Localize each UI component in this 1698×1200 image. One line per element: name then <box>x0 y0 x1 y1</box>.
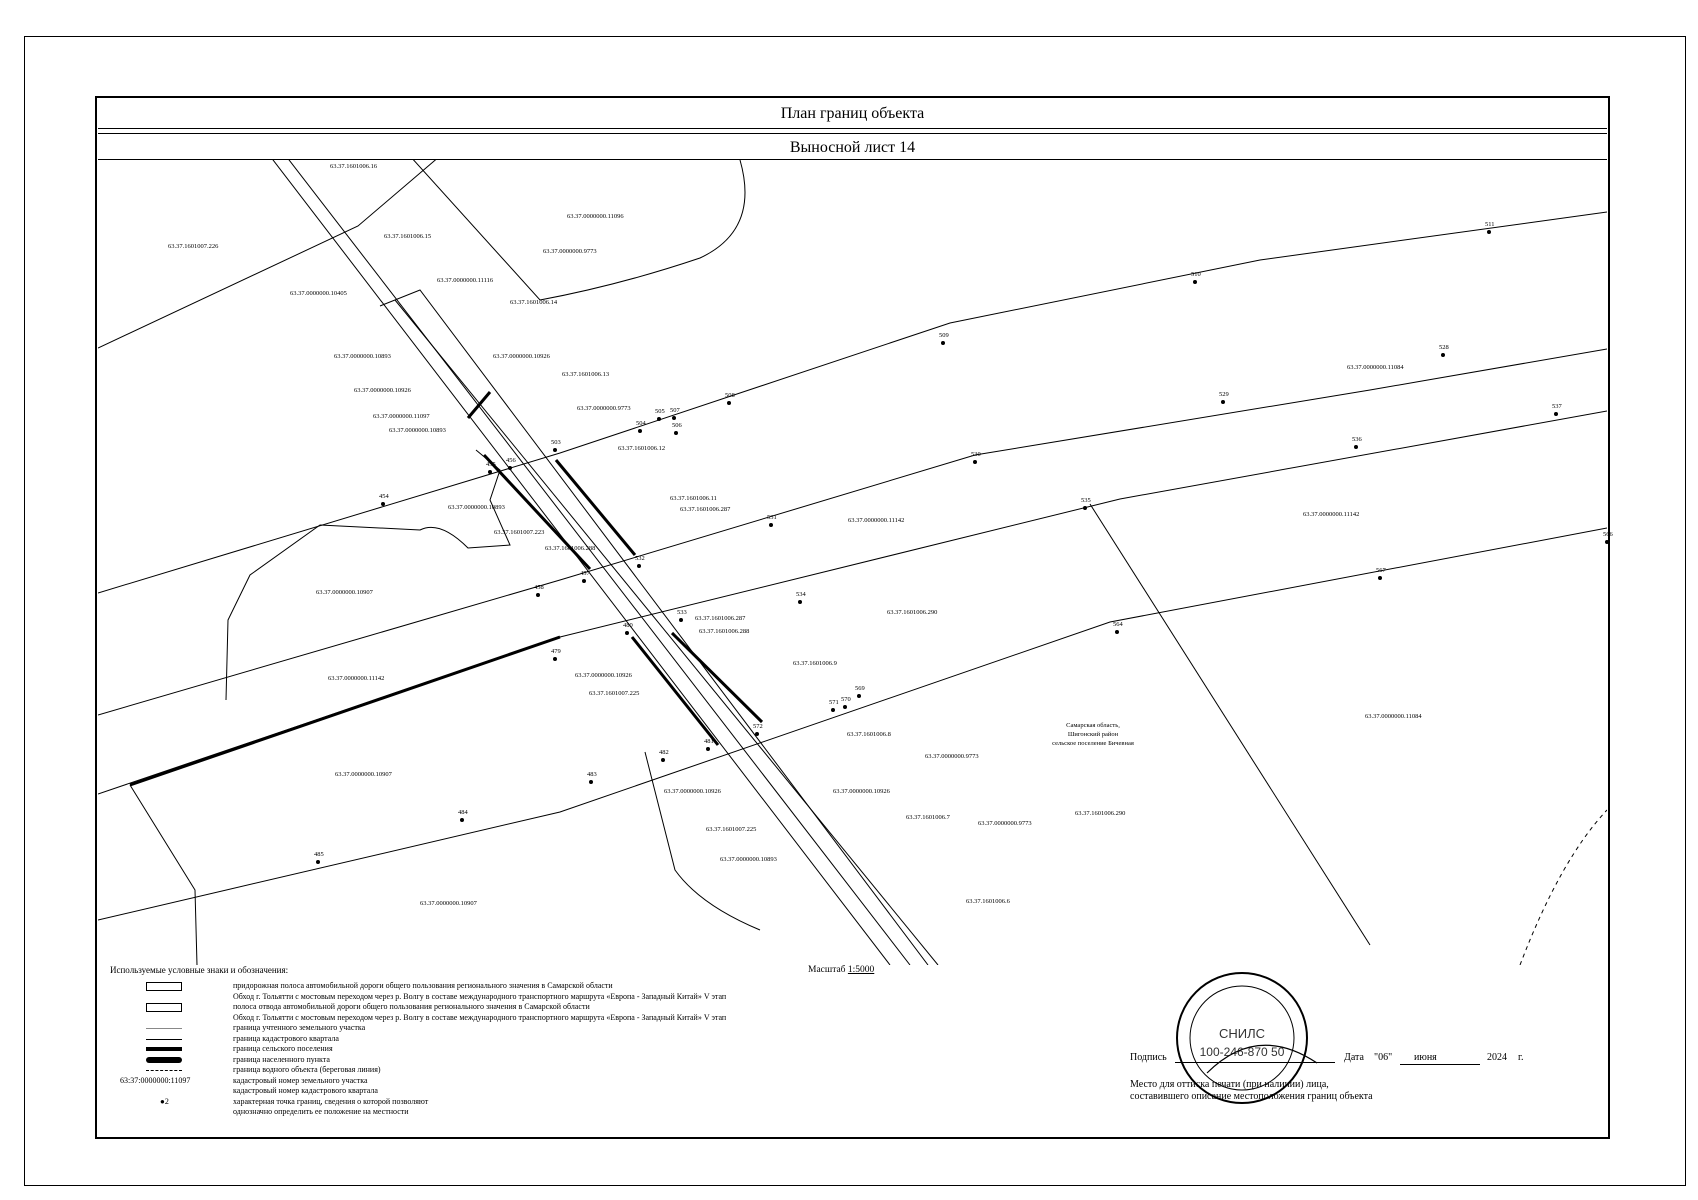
parcel-label: 63.37.1601006.9 <box>793 660 837 667</box>
boundary-point <box>843 705 847 709</box>
boundary-point-label: 484 <box>458 809 468 816</box>
boundary-point-label: 483 <box>587 771 597 778</box>
parcel-label: 63.37.1601006.290 <box>1075 810 1126 817</box>
boundary-point <box>488 470 492 474</box>
legend-text: кадастровый номер земельного участка <box>233 1075 368 1085</box>
region-note-2: Шигонский район <box>1067 731 1119 738</box>
boundary-point-label: 509 <box>939 332 949 339</box>
parcel-label: 63.37.0000000.10907 <box>420 900 477 907</box>
boundary-point-label: 531 <box>767 514 777 521</box>
boundary-point-label: 510 <box>1191 271 1201 278</box>
parcel-label: 63.37.1601006.15 <box>384 233 432 240</box>
boundary-point-label: 534 <box>796 591 806 598</box>
boundary-point <box>589 780 593 784</box>
stamp-text: СНИЛС <box>1218 1026 1266 1041</box>
boundary-point <box>638 429 642 433</box>
road-band-upper <box>98 212 1607 593</box>
boundary-point-label: 564 <box>1113 621 1123 628</box>
parcel-label: 63.37.0000000.9773 <box>543 248 597 255</box>
date-label: Дата <box>1344 1052 1364 1063</box>
parcel-label: 63.37.1601006.12 <box>618 445 666 452</box>
parcel-label: 63.37.1601006.16 <box>330 163 378 170</box>
boundary-point-label: 457 <box>580 570 590 577</box>
boundary-point-label: 456 <box>506 457 516 464</box>
boundary-point <box>508 466 512 470</box>
parcel-label: 63.37.0000000.11084 <box>1365 713 1422 720</box>
boundary-point <box>1083 506 1087 510</box>
parcel-boundary <box>1090 504 1370 945</box>
boundary-point-label: 458 <box>534 584 544 591</box>
date-month: июня <box>1414 1052 1437 1063</box>
parcel-label: 63.37.0000000.11084 <box>1347 364 1404 371</box>
legend-text: граница учтенного земельного участка <box>233 1023 366 1032</box>
scale-value: 1:5000 <box>847 965 875 975</box>
parcel-label: 63.37.0000000.10926 <box>833 788 890 795</box>
parcel-label: 63.37.0000000.10405 <box>290 290 347 297</box>
parcel-label: 63.37.0000000.11097 <box>373 413 430 420</box>
boundary-point <box>755 732 759 736</box>
boundary-point-label: 506 <box>672 422 682 429</box>
boundary-point-label: 535 <box>1081 497 1091 504</box>
legend-text: однозначно определить ее положение на местности <box>233 1107 409 1116</box>
boundary-point <box>661 758 665 762</box>
boundary-point-label: 529 <box>1219 391 1229 398</box>
parcel-label: 63.37.0000000.11142 <box>1303 511 1360 518</box>
legend-symbol: 63:37:0000000:11097 <box>120 1075 191 1085</box>
boundary-point-label: 479 <box>551 648 561 655</box>
boundary-point-label: 505 <box>655 408 665 415</box>
region-note-3: сельское поселение Бичевная <box>1052 740 1134 747</box>
boundary-point-label: 536 <box>1352 436 1362 443</box>
boundary-point-label: 532 <box>635 555 645 562</box>
boundary-point <box>973 460 977 464</box>
boundary-point-label: 537 <box>1552 403 1562 410</box>
parcel-label: 63.37.1601006.290 <box>887 609 938 616</box>
month-line <box>1400 1064 1480 1065</box>
parcel-label: 63.37.1601006.7 <box>906 814 950 821</box>
parcel-boundary <box>645 752 760 930</box>
parcel-label: 63.37.1601007.226 <box>168 243 219 250</box>
region-note-1: Самарская область, <box>1066 722 1120 729</box>
signature-line <box>1175 1062 1335 1063</box>
boundary-point <box>679 618 683 622</box>
boundary-point-label: 569 <box>855 685 865 692</box>
boundary-point <box>1441 353 1445 357</box>
boundary-point <box>674 431 678 435</box>
boundary-point <box>1378 576 1382 580</box>
boundary-point <box>706 747 710 751</box>
parcel-boundary <box>130 785 197 965</box>
parcel-label: 63.37.1601006.6 <box>966 898 1010 905</box>
boundary-point <box>831 708 835 712</box>
boundary-point <box>1354 445 1358 449</box>
legend-text: граница водного объекта (береговая линия) <box>233 1065 381 1074</box>
settlement-border <box>130 637 560 785</box>
parcel-label: 63.37.0000000.11142 <box>848 517 905 524</box>
signature-block <box>1130 1052 1600 1112</box>
signature-note-2: составившего описание местоположения границ объекта <box>1130 1091 1373 1102</box>
boundary-point-label: 571 <box>829 699 839 706</box>
parcel-label: 63.37.1601006.14 <box>510 299 558 306</box>
parcel-label: 63.37.0000000.10926 <box>493 353 550 360</box>
corridor-line <box>270 156 890 965</box>
legend-text: полоса отвода автомобильной дороги общего пользования регионального значения в Самарской области <box>233 1002 590 1011</box>
parcel-boundary <box>226 450 510 700</box>
corridor-band <box>556 460 635 555</box>
boundary-point-label: 533 <box>677 609 687 616</box>
legend-text: характерная точка границ, сведения о которой позволяют <box>233 1096 429 1106</box>
date-year: 2024 <box>1487 1052 1507 1063</box>
scale-caption: Масштаб <box>808 965 846 975</box>
legend-symbol: ●2 <box>160 1096 169 1106</box>
boundary-point <box>941 341 945 345</box>
parcel-label: 63.37.1601006.288 <box>545 545 596 552</box>
legend-symbol <box>146 1039 182 1040</box>
boundary-point <box>553 657 557 661</box>
parcel-label: 63.37.0000000.10907 <box>316 589 373 596</box>
signature-note-1: Место для оттиска печати (при наличии) лица, <box>1130 1079 1329 1090</box>
boundary-point-label: 530 <box>971 451 981 458</box>
boundary-point-label: 567 <box>1376 567 1386 574</box>
legend-text: придорожная полоса автомобильной дороги общего пользования регионального значения в Самарской области <box>233 981 613 990</box>
legend-text: Обход г. Тольятти с мостовым переходом через р. Волгу в составе международного транспортного маршрута «Европа - Западный Китай» V этап <box>233 1012 727 1022</box>
water-boundary <box>1520 810 1607 965</box>
parcel-label: 63.37.0000000.9773 <box>978 820 1032 827</box>
parcel-label: 63.37.0000000.11096 <box>567 213 624 220</box>
boundary-point <box>857 694 861 698</box>
boundary-point <box>582 579 586 583</box>
parcel-label: 63.37.0000000.9773 <box>925 753 979 760</box>
boundary-point-label: 528 <box>1439 344 1449 351</box>
boundary-point <box>460 818 464 822</box>
boundary-point <box>798 600 802 604</box>
corridor-line <box>380 290 928 965</box>
boundary-point-label: 503 <box>551 439 561 446</box>
plan-title: План границ объекта <box>98 99 1607 129</box>
boundary-point <box>625 631 629 635</box>
parcel-label: 63.37.0000000.10893 <box>448 504 505 511</box>
parcel-label: 63.37.1601007.225 <box>706 826 757 833</box>
date-day: "06" <box>1374 1052 1393 1063</box>
legend-text: граница кадастрового квартала <box>233 1033 339 1043</box>
signature-label: Подпись <box>1130 1052 1167 1063</box>
legend-symbol <box>146 1047 182 1051</box>
boundary-point <box>672 416 676 420</box>
scale-label <box>808 965 874 975</box>
parcel-boundary <box>98 156 440 348</box>
boundary-point-label: 482 <box>659 749 669 756</box>
boundary-point-label: 485 <box>314 851 324 858</box>
date-year-suffix: г. <box>1518 1052 1524 1063</box>
legend-symbol <box>146 1028 182 1029</box>
parcel-label: 63.37.0000000.10926 <box>354 387 411 394</box>
parcel-label: 63.37.1601006.11 <box>670 495 717 502</box>
parcel-label: 63.37.0000000.10893 <box>720 856 777 863</box>
parcel-label: 63.37.1601006.8 <box>847 731 891 738</box>
parcel-label: 63.37.1601006.287 <box>695 615 746 622</box>
road-band-upper <box>98 349 1607 715</box>
boundary-point-label: 508 <box>725 392 735 399</box>
parcel-label: 63.37.1601006.288 <box>699 628 750 635</box>
parcel-label: 63.37.0000000.10926 <box>575 672 632 679</box>
boundary-point-label: 454 <box>379 493 389 500</box>
parcel-label: 63.37.0000000.11116 <box>437 277 494 284</box>
parcel-label: 63.37.0000000.10926 <box>664 788 721 795</box>
boundary-point <box>553 448 557 452</box>
boundary-point <box>1605 540 1609 544</box>
boundary-point <box>536 593 540 597</box>
parcel-label: 63.37.0000000.10893 <box>334 353 391 360</box>
corridor-line <box>395 300 938 965</box>
boundary-point <box>316 860 320 864</box>
corridor-line <box>286 156 910 965</box>
parcel-label: 63.37.1601007.225 <box>589 690 640 697</box>
road-band-lower <box>98 528 1607 920</box>
boundary-point-label: 570 <box>841 696 851 703</box>
parcel-label: 63.37.0000000.10893 <box>389 427 446 434</box>
legend-symbol <box>146 1057 182 1063</box>
parcel-label: 63.37.1601006.287 <box>680 506 731 513</box>
boundary-point-label: 572 <box>753 723 763 730</box>
boundary-point <box>1221 400 1225 404</box>
stamp-number: 100-246-870 50 <box>1199 1045 1285 1059</box>
boundary-point <box>381 502 385 506</box>
boundary-point <box>1554 412 1558 416</box>
corridor-band <box>672 633 762 722</box>
boundary-point-label: 504 <box>636 420 646 427</box>
corridor-band <box>632 637 718 745</box>
boundary-point <box>769 523 773 527</box>
boundary-point-label: 455 <box>486 461 496 468</box>
boundary-point <box>637 564 641 568</box>
boundary-point-label: 507 <box>670 407 680 414</box>
legend-symbol <box>146 1003 182 1012</box>
sheet-subtitle: Выносной лист 14 <box>98 133 1607 160</box>
legend-text: граница сельского поселения <box>233 1044 333 1053</box>
legend-text: граница населенного пункта <box>233 1054 330 1064</box>
parcel-label: 63.37.0000000.9773 <box>577 405 631 412</box>
legend-text: Обход г. Тольятти с мостовым переходом через р. Волгу в составе международного транспортного маршрута «Европа - Западный Китай» V этап <box>233 991 727 1001</box>
boundary-point-label: 481 <box>704 738 714 745</box>
boundary-point-label: 511 <box>1485 221 1495 228</box>
parcel-label: 63.37.0000000.10907 <box>335 771 392 778</box>
parcel-label: 63.37.1601006.13 <box>562 371 610 378</box>
boundary-point-label: 566 <box>1603 531 1613 538</box>
boundary-point-label: 480 <box>623 622 633 629</box>
boundary-point <box>1115 630 1119 634</box>
legend-text: кадастровый номер кадастрового квартала <box>233 1086 378 1095</box>
parcel-label: 63.37.0000000.11142 <box>328 675 385 682</box>
legend-title: Используемые условные знаки и обозначения: <box>110 965 289 975</box>
boundary-point <box>1193 280 1197 284</box>
boundary-point <box>1487 230 1491 234</box>
boundary-point <box>727 401 731 405</box>
parcel-label: 63.37.1601007.223 <box>494 529 545 536</box>
parcel-labels <box>168 163 1422 907</box>
boundary-point <box>657 417 661 421</box>
legend-symbol <box>146 1070 182 1071</box>
legend-symbol <box>146 982 182 991</box>
